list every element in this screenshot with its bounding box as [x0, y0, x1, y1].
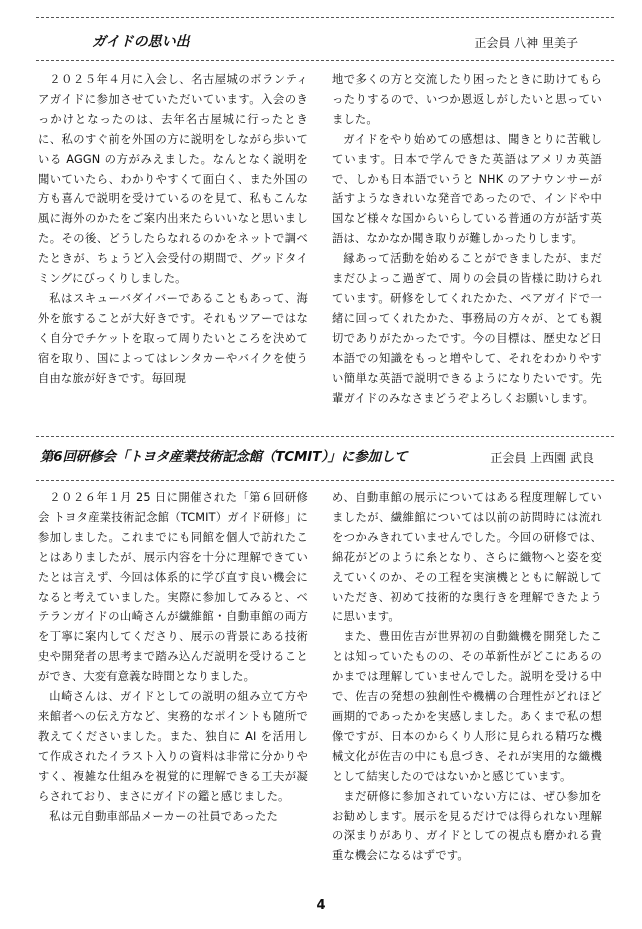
paragraph: 私はスキューバダイバーであることもあって、海外を旅することが大好きです。それもツアーではなく自分でチケットを取って周りたいところを決めて宿を取り、国によってはレンタカーやバイクを使う自由な旅が好きです。毎回現 [38, 291, 308, 385]
article1-title: ガイドの思い出 [92, 34, 190, 50]
top-divider [36, 17, 614, 18]
article1-header-divider [36, 60, 614, 61]
article1-left-column [38, 70, 308, 389]
section-divider [36, 436, 614, 437]
article1-right-column [332, 70, 602, 408]
article2-title: 第6回研修会「トヨタ産業技術記念館（TCMIT）」に参加して [40, 449, 408, 465]
paragraph: 地で多くの方と交流したり困ったときに助けてもらったりするので、いつか恩返しがしたいと思っていました。 [332, 73, 602, 126]
paragraph: また、豊田佐吉が世界初の自動織機を開発したことは知っていたものの、その革新性がどこにあるのかまでは理解していませんでした。説明を受ける中で、佐吉の発想の独創性や機構の合理性がどれほど画期的であったかを実感しました。あくまで私の想像ですが、日本のからくり人形に見られる精巧な機械文化が佐吉の中にも息づき、それが実用的な織機として結実したのではないかと感じています。 [332, 630, 602, 783]
paragraph: め、自動車館の展示についてはある程度理解していましたが、繊維館については以前の訪問時には流れをつかみきれていませんでした。今回の研修では、綿花がどのように糸となり、さらに織物へと姿を変えていくのか、その工程を実演機とともに解説していただき、初めて技術的な奥行きを理解できたように思います。 [332, 491, 602, 624]
article2-right-column [332, 488, 602, 866]
paragraph: ２０２６年１月 25 日に開催された「第６回研修会 トヨタ産業技術記念館（TCMIT）ガイド研修」に参加しました。これまでにも同館を個人で訪れたことはありましたが、展示内容を十分に理解できていたとは言えず、今回は体系的に学び直す良い機会になると考えていました。実際に参加してみると、ベテランガイドの山崎さんが繊維館・自動車館の両方を丁寧に案内してくださり、展示の背景にある技術史や開発者の思考まで踏み込んだ説明を受けることができ、大変有意義な時間となりました。 [38, 491, 308, 684]
article2-author: 正会員 上西園 武良 [490, 451, 594, 465]
paragraph: 縁あって活動を始めることができましたが、まだまだひよっこ過ぎて、周りの会員の皆様に助けられています。研修をしてくれたかた、ペアガイドで一緒に回ってくれたかた、事務局の方々が、とても親切でありがたかったです。今の目標は、歴史など日本語での知識をもっと増やして、それをわかりやすい簡単な英語で説明できるようになりたいです。先輩ガイドのみなさまどうぞよろしくお願いします。 [332, 252, 602, 405]
paragraph: 私は元自動車部品メーカーの社員であったた [49, 809, 278, 823]
paragraph: まだ研修に参加されていない方には、ぜひ参加をお勧めします。展示を見るだけでは得られない理解の深まりがあり、ガイドとしての視点も磨かれる貴重な機会になるはずです。 [332, 789, 602, 863]
paragraph: ガイドをやり始めての感想は、聞きとりに苦戦しています。日本で学んできた英語はアメリカ英語で、しかも日本語でいうと NHK のアナウンサーが話すようなきれいな発音であったので、インドや中国など様々な国からいらしている普通の方が話す英語は、なかなか聞き取りが難しかったりします。 [332, 132, 602, 246]
paragraph: ２０２５年４月に入会し、名古屋城のボランティアガイドに参加させていただいています。入会のきっかけとなったのは、去年名古屋城に行ったときに、私のすぐ前を外国の方に説明をしながら歩いている AGGN の方がみえました。なんとなく説明を聞いていたら、わかりやすくて面白く、また外国の方も喜んで説明を受けているのを見て、私もこんな風に海外のかたをご案内出来たらいいなと思いました。その後、どうしたらなれるのかをネットで調べたときが、ちょうど入会受付の期間で、グッドタイミングにびっくりしました。 [38, 73, 308, 286]
paragraph: 山崎さんは、ガイドとしての説明の組み立て方や来館者への伝え方など、実務的なポイントも随所で教えてくださいました。また、独自に AI を活用して作成されたイラスト入りの資料は非常に分かりやすく、複雑な仕組みを視覚的に理解できる工夫が凝らされており、まさにガイドの鑑と感じました。 [38, 690, 308, 803]
article2-header-divider [36, 480, 614, 481]
article2-header [36, 446, 614, 472]
page-number: 4 [316, 898, 326, 913]
article1-header [36, 31, 614, 57]
article1-author: 正会員 八神 里美子 [474, 36, 578, 50]
article2-left-column [38, 488, 308, 826]
